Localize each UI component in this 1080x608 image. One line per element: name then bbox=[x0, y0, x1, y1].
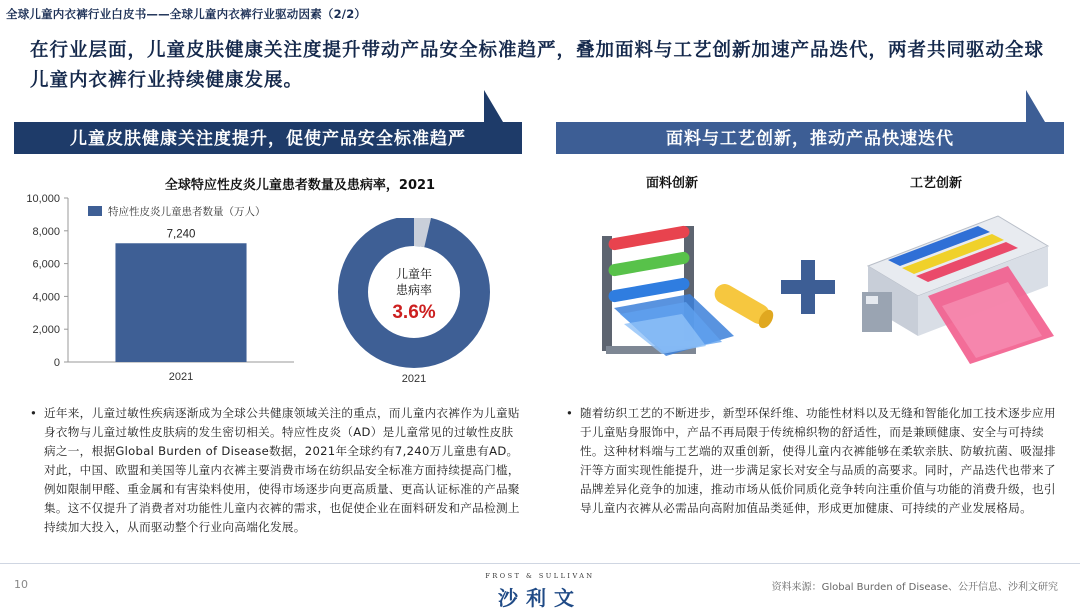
y-tick-label: 8,000 bbox=[32, 225, 60, 238]
right-paragraph bbox=[566, 404, 1060, 518]
page-number: 10 bbox=[14, 578, 28, 591]
bullet-dot: • bbox=[566, 406, 574, 420]
left-banner-label: 儿童皮肤健康关注度提升，促使产品安全标准趋严 bbox=[70, 129, 466, 149]
chart-title: 全球特应性皮炎儿童患者数量及患病率，2021 bbox=[164, 178, 436, 193]
y-tick-label: 4,000 bbox=[32, 291, 60, 304]
source-note: 资料来源：Global Burden of Disease、公开信息、沙利文研究 bbox=[771, 582, 1058, 593]
y-tick-label: 2,000 bbox=[32, 324, 60, 337]
process-innovation-title: 工艺创新 bbox=[909, 176, 962, 191]
bar-value-label: 7,240 bbox=[166, 228, 196, 241]
y-tick-label: 10,000 bbox=[26, 193, 60, 205]
right-paragraph-text: 随着纺织工艺的不断进步，新型环保纤维、功能性材料以及无缝和智能化加工技术逐步应用于儿童贴身服饰中，产品不再局限于传统棉织物的舒适性，而是兼顾健康、安全与可持续性。这种材料端与工艺端的双重创新，使得儿童内衣裤能够在柔软亲肤、防敏抗菌、吸湿排汗等方面实现性能提升，进一步满足家长对安全与品质的高要求。同时，产品迭代也带来了品牌差异化竞争的加速，推动市场从低价同质化竞争转向注重价值与功能的消费升级，也引导儿童内衣裤从必需品向高附加值品类延伸，形成更加健康、可持续的产业发展格局。 bbox=[580, 406, 1056, 515]
right-banner-label: 面料与工艺创新，推动产品快速迭代 bbox=[666, 129, 954, 149]
bar-2021 bbox=[115, 243, 246, 362]
plus-icon bbox=[779, 258, 837, 316]
x-tick-label: 2021 bbox=[168, 371, 194, 383]
left-banner bbox=[14, 90, 522, 158]
bullet-dot: • bbox=[30, 406, 38, 420]
left-paragraph bbox=[30, 404, 524, 537]
y-tick-label: 6,000 bbox=[32, 258, 60, 271]
footer-divider bbox=[0, 563, 1080, 564]
logo-tagline: FROST & SULLIVAN bbox=[485, 572, 595, 580]
left-paragraph-text: 近年来，儿童过敏性疾病逐渐成为全球公共健康领域关注的重点，而儿童内衣裤作为儿童贴身衣物与儿童过敏性皮肤病的发生密切相关。特应性皮炎（AD）是儿童常见的过敏性皮肤病之一，根据Global Burden of Disease数据，2021年全球约有7,240万儿童患有AD。对此，中国、欧盟和美国等儿童内衣裤主要消费市场在纺织品安全标准方面持续提高门槛，例如限制甲醛、重金属和有害染料使用，使得市场逐步向更高质量、更高认证标准的产品聚集。这不仅提升了消费者对功能性儿童内衣裤的需求，也促使企业在面料研发和产品检测上持续加大投入，从而驱动整个行业向高端化发展。 bbox=[44, 406, 520, 534]
donut-category-label: 2021 bbox=[401, 373, 427, 385]
donut-center-value: 3.6% bbox=[392, 302, 436, 323]
donut-chart bbox=[334, 218, 494, 388]
right-banner bbox=[556, 90, 1064, 158]
textile-machine-illustration bbox=[858, 196, 1058, 366]
legend-swatch bbox=[88, 206, 102, 216]
fabric-rolls-illustration bbox=[594, 196, 784, 366]
page-headline: 在行业层面，儿童皮肤健康关注度提升带动产品安全标准趋严，叠加面料与工艺创新加速产品迭代，两者共同驱动全球儿童内衣裤行业持续健康发展。 bbox=[30, 40, 1045, 91]
fabric-innovation-title: 面料创新 bbox=[645, 176, 698, 191]
logo: 沙利文 bbox=[498, 586, 582, 608]
breadcrumb: 全球儿童内衣裤行业白皮书——全球儿童内衣裤行业驱动因素（2/2） bbox=[6, 7, 367, 21]
donut-center-label-line1: 儿童年 bbox=[395, 267, 433, 281]
donut-center-label-line2: 患病率 bbox=[395, 283, 433, 297]
bar-chart bbox=[14, 188, 304, 388]
legend-label: 特应性皮炎儿童患者数量（万人） bbox=[108, 206, 266, 218]
y-tick-label: 0 bbox=[53, 357, 60, 369]
